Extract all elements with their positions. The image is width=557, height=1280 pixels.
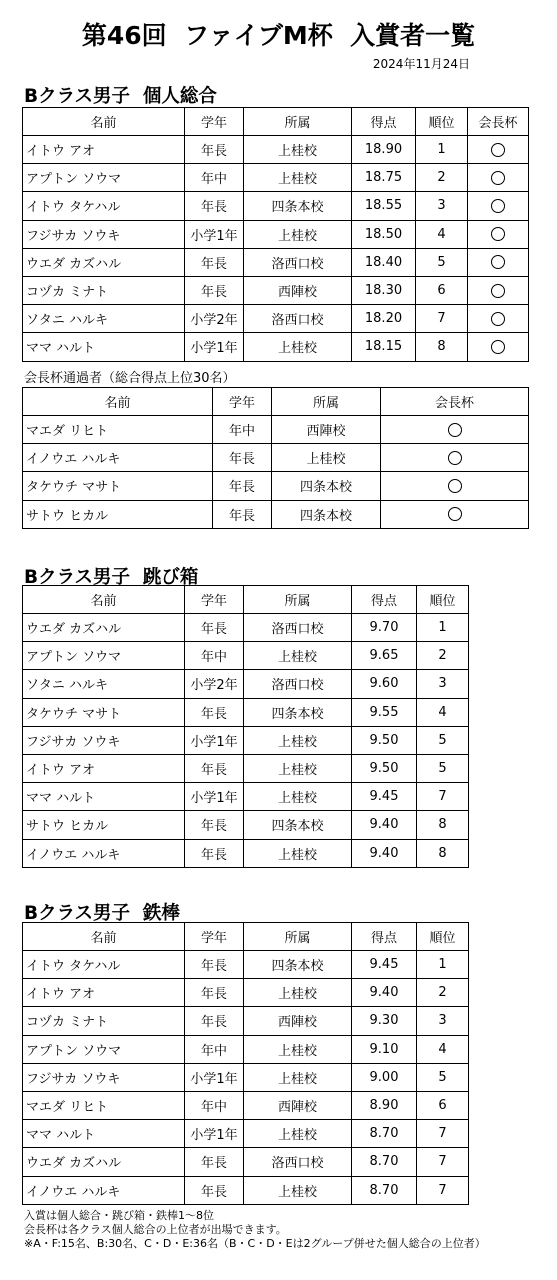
column-header: 順位 <box>416 108 468 136</box>
table-cell: 9.45 <box>352 951 417 979</box>
name-cell: ママ ハルト <box>23 783 185 811</box>
table-cell: 9.60 <box>352 670 417 698</box>
name-cell: イノウエ ハルキ <box>23 444 213 472</box>
table-cell: 洛西口校 <box>244 248 352 276</box>
table-row <box>23 783 469 811</box>
table-cell: 年中 <box>185 164 244 192</box>
table-cell: 3 <box>417 670 469 698</box>
table-cell: 四条本校 <box>272 472 381 500</box>
table-row <box>23 164 529 192</box>
section-title-overall: Bクラス男子 個人総合 <box>24 86 217 107</box>
name-cell: イトウ タケハル <box>23 192 185 220</box>
table-cell: 8 <box>417 811 469 839</box>
name-cell: タケウチ マサト <box>23 472 213 500</box>
table-cell: 上桂校 <box>244 1176 352 1204</box>
column-header: 名前 <box>23 923 185 951</box>
cup-mark-cell <box>468 136 529 164</box>
table-cell: 7 <box>417 1120 469 1148</box>
cup-mark-cell <box>468 192 529 220</box>
table-row <box>23 472 529 500</box>
table-cell: 洛西口校 <box>244 670 352 698</box>
table-cell: 小学2年 <box>185 670 244 698</box>
table-cell: 洛西口校 <box>244 305 352 333</box>
table-row <box>23 192 529 220</box>
footer-notes <box>24 1209 486 1251</box>
table-cell: 西陣校 <box>244 276 352 304</box>
table-cell: 上桂校 <box>244 642 352 670</box>
column-header: 所属 <box>244 586 352 614</box>
table-cell: 5 <box>417 754 469 782</box>
table-cell: 上桂校 <box>244 164 352 192</box>
table-row <box>23 1148 469 1176</box>
name-cell: アプトン ソウマ <box>23 642 185 670</box>
table-cell: 小学1年 <box>185 1120 244 1148</box>
circle-mark-icon <box>448 479 462 493</box>
table-cell: 18.40 <box>352 248 416 276</box>
table-cell: 四条本校 <box>244 192 352 220</box>
table-cell: 3 <box>416 192 468 220</box>
table-cell: 18.50 <box>352 220 416 248</box>
name-cell: ウエダ カズハル <box>23 248 185 276</box>
name-cell: イノウエ ハルキ <box>23 839 185 867</box>
vault-table <box>22 585 469 868</box>
name-cell: コヅカ ミナト <box>23 1007 185 1035</box>
table-cell: 小学1年 <box>185 783 244 811</box>
table-row <box>23 1120 469 1148</box>
table-cell: 年長 <box>185 754 244 782</box>
table-row <box>23 754 469 782</box>
table-cell: 年長 <box>185 1007 244 1035</box>
name-cell: イノウエ ハルキ <box>23 1176 185 1204</box>
table-cell: 上桂校 <box>244 136 352 164</box>
table-cell: 年中 <box>213 416 272 444</box>
table-row <box>23 726 469 754</box>
table-cell: 9.30 <box>352 1007 417 1035</box>
name-cell: マエダ リヒト <box>23 416 213 444</box>
table-cell: 年長 <box>185 276 244 304</box>
table-cell: 年中 <box>185 1035 244 1063</box>
table-cell: 9.40 <box>352 979 417 1007</box>
footer-line: 入賞は個人総合・跳び箱・鉄棒1～8位 <box>24 1209 214 1222</box>
column-header: 得点 <box>352 586 417 614</box>
table-cell: 18.75 <box>352 164 416 192</box>
circle-mark-icon <box>491 171 505 185</box>
table-cell: 年長 <box>185 192 244 220</box>
overall-table <box>22 107 529 362</box>
table-cell: 9.50 <box>352 726 417 754</box>
table-cell: 8.90 <box>352 1091 417 1119</box>
table-cell: 洛西口校 <box>244 614 352 642</box>
table-cell: 9.45 <box>352 783 417 811</box>
column-header: 名前 <box>23 108 185 136</box>
table-row <box>23 951 469 979</box>
table-cell: 1 <box>416 136 468 164</box>
cup-mark-cell <box>381 500 529 528</box>
table-cell: 3 <box>417 1007 469 1035</box>
table-row <box>23 979 469 1007</box>
table-cell: 上桂校 <box>244 754 352 782</box>
cup-mark-cell <box>468 164 529 192</box>
table-row <box>23 1176 469 1204</box>
cup-mark-cell <box>468 333 529 361</box>
table-row <box>23 500 529 528</box>
column-header: 学年 <box>185 586 244 614</box>
table-cell: 年長 <box>185 979 244 1007</box>
circle-mark-icon <box>491 284 505 298</box>
table-cell: 四条本校 <box>272 500 381 528</box>
column-header: 名前 <box>23 586 185 614</box>
table-row <box>23 1091 469 1119</box>
table-row <box>23 811 469 839</box>
table-cell: 18.90 <box>352 136 416 164</box>
table-cell: 年長 <box>185 1176 244 1204</box>
table-cell: 7 <box>417 1176 469 1204</box>
table-cell: 上桂校 <box>244 839 352 867</box>
column-header: 得点 <box>352 108 416 136</box>
table-cell: 西陣校 <box>244 1007 352 1035</box>
table-row <box>23 642 469 670</box>
circle-mark-icon <box>491 340 505 354</box>
name-cell: ママ ハルト <box>23 333 185 361</box>
table-cell: 上桂校 <box>244 220 352 248</box>
table-cell: 年中 <box>185 642 244 670</box>
table-cell: 18.30 <box>352 276 416 304</box>
column-header: 学年 <box>213 388 272 416</box>
name-cell: アプトン ソウマ <box>23 164 185 192</box>
table-cell: 18.15 <box>352 333 416 361</box>
table-cell: 年長 <box>213 500 272 528</box>
table-cell: 年長 <box>185 951 244 979</box>
name-cell: ママ ハルト <box>23 1120 185 1148</box>
cup-mark-cell <box>468 305 529 333</box>
name-cell: タケウチ マサト <box>23 698 185 726</box>
column-header: 所属 <box>244 923 352 951</box>
column-header: 会長杯 <box>468 108 529 136</box>
table-cell: 上桂校 <box>244 1035 352 1063</box>
table-cell: 4 <box>416 220 468 248</box>
table-cell: 上桂校 <box>244 979 352 1007</box>
table-row <box>23 1063 469 1091</box>
name-cell: サトウ ヒカル <box>23 811 185 839</box>
table-cell: 8 <box>417 839 469 867</box>
cup-mark-cell <box>468 276 529 304</box>
circle-mark-icon <box>491 255 505 269</box>
page-title: 第46回 ファイブM杯 入賞者一覧 <box>81 21 476 50</box>
table-row <box>23 276 529 304</box>
table-cell: 8.70 <box>352 1176 417 1204</box>
table-cell: 9.50 <box>352 754 417 782</box>
table-row <box>23 333 529 361</box>
table-row <box>23 220 529 248</box>
cup-mark-cell <box>381 416 529 444</box>
table-cell: 9.55 <box>352 698 417 726</box>
circle-mark-icon <box>491 143 505 157</box>
column-header: 所属 <box>244 108 352 136</box>
table-cell: 西陣校 <box>244 1091 352 1119</box>
circle-mark-icon <box>448 507 462 521</box>
table-row <box>23 1035 469 1063</box>
table-cell: 9.40 <box>352 839 417 867</box>
table-cell: 小学1年 <box>185 333 244 361</box>
column-header: 所属 <box>272 388 381 416</box>
name-cell: アプトン ソウマ <box>23 1035 185 1063</box>
circle-mark-icon <box>491 312 505 326</box>
table-cell: 年長 <box>213 444 272 472</box>
bar-table <box>22 922 469 1205</box>
table-cell: 四条本校 <box>244 811 352 839</box>
table-row <box>23 698 469 726</box>
table-cell: 年長 <box>185 614 244 642</box>
table-cell: 年長 <box>185 1148 244 1176</box>
event-date: 2024年11月24日 <box>372 57 470 71</box>
table-cell: 2 <box>417 979 469 1007</box>
name-cell: マエダ リヒト <box>23 1091 185 1119</box>
table-cell: 年長 <box>185 248 244 276</box>
table-cell: 9.10 <box>352 1035 417 1063</box>
table-cell: 8.70 <box>352 1120 417 1148</box>
table-row <box>23 1007 469 1035</box>
column-header: 順位 <box>417 923 469 951</box>
table-cell: 8.70 <box>352 1148 417 1176</box>
footer-line: 会長杯は各クラス個人総合の上位者が出場できます。 <box>24 1223 287 1236</box>
table-cell: 5 <box>417 1063 469 1091</box>
table-cell: 18.55 <box>352 192 416 220</box>
table-cell: 小学1年 <box>185 220 244 248</box>
table-row <box>23 614 469 642</box>
table-cell: 2 <box>417 642 469 670</box>
table-cell: 上桂校 <box>272 444 381 472</box>
column-header: 名前 <box>23 388 213 416</box>
table-cell: 9.70 <box>352 614 417 642</box>
circle-mark-icon <box>448 423 462 437</box>
cup-mark-cell <box>381 472 529 500</box>
table-cell: 7 <box>417 1148 469 1176</box>
table-cell: 5 <box>416 248 468 276</box>
table-cell: 上桂校 <box>244 1063 352 1091</box>
table-cell: 2 <box>416 164 468 192</box>
table-cell: 8 <box>416 333 468 361</box>
name-cell: イトウ アオ <box>23 979 185 1007</box>
column-header: 学年 <box>185 108 244 136</box>
table-cell: 小学1年 <box>185 1063 244 1091</box>
table-cell: 4 <box>417 698 469 726</box>
table-cell: 上桂校 <box>244 783 352 811</box>
circle-mark-icon <box>491 199 505 213</box>
name-cell: ソタニ ハルキ <box>23 305 185 333</box>
table-cell: 上桂校 <box>244 726 352 754</box>
name-cell: フジサカ ソウキ <box>23 220 185 248</box>
table-cell: 四条本校 <box>244 951 352 979</box>
table-cell: 9.65 <box>352 642 417 670</box>
section-title-vault: Bクラス男子 跳び箱 <box>24 567 199 588</box>
table-row <box>23 136 529 164</box>
table-row <box>23 305 529 333</box>
circle-mark-icon <box>448 451 462 465</box>
table-row <box>23 444 529 472</box>
name-cell: イトウ アオ <box>23 136 185 164</box>
table-row <box>23 416 529 444</box>
name-cell: イトウ タケハル <box>23 951 185 979</box>
table-cell: 18.20 <box>352 305 416 333</box>
table-cell: 9.40 <box>352 811 417 839</box>
table-cell: 1 <box>417 614 469 642</box>
column-header: 得点 <box>352 923 417 951</box>
table-cell: 年長 <box>185 136 244 164</box>
table-row <box>23 248 529 276</box>
circle-mark-icon <box>491 227 505 241</box>
table-cell: 小学2年 <box>185 305 244 333</box>
table-cell: 年長 <box>185 811 244 839</box>
name-cell: フジサカ ソウキ <box>23 1063 185 1091</box>
name-cell: フジサカ ソウキ <box>23 726 185 754</box>
cup-mark-cell <box>468 220 529 248</box>
table-cell: 年長 <box>185 698 244 726</box>
table-cell: 四条本校 <box>244 698 352 726</box>
table-cell: 6 <box>416 276 468 304</box>
name-cell: ソタニ ハルキ <box>23 670 185 698</box>
column-header: 会長杯 <box>381 388 529 416</box>
table-cell: 7 <box>417 783 469 811</box>
table-cell: 6 <box>417 1091 469 1119</box>
table-row <box>23 670 469 698</box>
cup-qualifier-note: 会長杯通過者（総合得点上位30名） <box>24 371 236 386</box>
table-cell: 年中 <box>185 1091 244 1119</box>
column-header: 順位 <box>417 586 469 614</box>
column-header: 学年 <box>185 923 244 951</box>
table-cell: 9.00 <box>352 1063 417 1091</box>
name-cell: コヅカ ミナト <box>23 276 185 304</box>
table-cell: 年長 <box>213 472 272 500</box>
table-cell: 上桂校 <box>244 1120 352 1148</box>
table-cell: 西陣校 <box>272 416 381 444</box>
table-cell: 7 <box>416 305 468 333</box>
table-cell: 1 <box>417 951 469 979</box>
table-cell: 5 <box>417 726 469 754</box>
table-cell: 年長 <box>185 839 244 867</box>
cup-qualifier-table <box>22 387 529 529</box>
name-cell: ウエダ カズハル <box>23 614 185 642</box>
table-cell: 4 <box>417 1035 469 1063</box>
cup-mark-cell <box>381 444 529 472</box>
cup-mark-cell <box>468 248 529 276</box>
table-cell: 洛西口校 <box>244 1148 352 1176</box>
section-title-bar: Bクラス男子 鉄棒 <box>24 903 180 924</box>
footer-line: ※A・F:15名、B:30名、C・D・E:36名（B・C・D・Eは2グループ併せた個人総合の上位者） <box>24 1237 486 1250</box>
table-cell: 小学1年 <box>185 726 244 754</box>
name-cell: サトウ ヒカル <box>23 500 213 528</box>
name-cell: イトウ アオ <box>23 754 185 782</box>
table-cell: 上桂校 <box>244 333 352 361</box>
name-cell: ウエダ カズハル <box>23 1148 185 1176</box>
table-row <box>23 839 469 867</box>
